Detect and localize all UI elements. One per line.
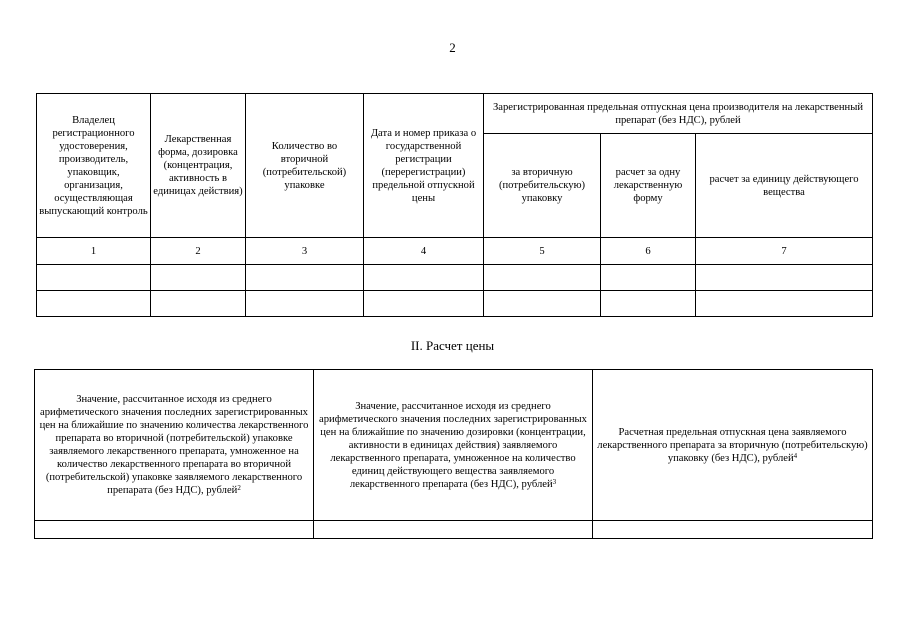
header-dosage-form: Лекарственная форма, дозировка (концентрация, активность в единицах действия) [151,94,246,238]
header-order-date: Дата и номер приказа о государственной регистрации (перерегистрации) предельной отпускной цены [364,94,484,238]
subheader-per-package: за вторичную (потребительскую) упаковку [484,134,601,238]
table-cell [696,265,873,291]
table-row [37,265,873,291]
table-cell [35,521,314,539]
footnote-ref: 2 [237,484,241,492]
header-quantity: Количество во вторичной (потребительской) упаковке [246,94,364,238]
subheader-per-unit: расчет за единицу действующего вещества [696,134,873,238]
table-cell [364,291,484,317]
column-number: 2 [151,238,246,265]
footnote-ref: 4 [793,451,798,460]
header-avg-by-quantity: Значение, рассчитанное исходя из среднего арифметического значения последних зарегистрированных цен на ближайшие по значению количества лекарственного препарата во вторичной (потребительской) упаковке заявляемого лекарственного препарата, умноженное на количество лекарственного препарата во вторичной (потребительской) упаковке заявляемого лекарственного препарата (без НДС), рублей$^2$ [35,370,314,521]
column-number: 1 [37,238,151,265]
table-cell [151,291,246,317]
table-cell [601,291,696,317]
table-cell [151,265,246,291]
table-cell [696,291,873,317]
footnote-ref: 3 [552,477,557,486]
header-owner: Владелец регистрационного удостоверения, производитель, упаковщик, организация, осуществляющая выпускающий контроль [37,94,151,238]
column-number: 7 [696,238,873,265]
table-cell [484,265,601,291]
page-number: 2 [449,40,456,55]
table-cell [37,291,151,317]
price-calculation-table [34,369,873,539]
table-cell [484,291,601,317]
column-number: 6 [601,238,696,265]
header-calculated-price: Расчетная предельная отпускная цена заявляемого лекарственного препарата за вторичную (потребительскую) упаковку (без НДС), рублей$^4$ [593,370,873,521]
table-cell [246,291,364,317]
header-avg-by-dosage: Значение, рассчитанное исходя из среднего арифметического значения последних зарегистрированных цен на ближайшие по значению дозировки (концентрации, активности в единицах действия) заявляемого лекарственного препарата, умноженное на количество единиц действующего вещества заявляемого лекарственного препарата (без НДС), рублей$^3$ [314,370,593,521]
column-number: 5 [484,238,601,265]
table-row [35,521,873,539]
subheader-per-form: расчет за одну лекарственную форму [601,134,696,238]
table-cell [601,265,696,291]
table-cell [37,265,151,291]
table-cell [246,265,364,291]
table-row [37,291,873,317]
table-cell [314,521,593,539]
header-registered-price: Зарегистрированная предельная отпускная цена производителя на лекарственный препарат (без НДС), рублей [484,94,873,134]
price-registration-table [36,93,873,317]
table-cell [364,265,484,291]
table-cell [593,521,873,539]
column-number: 3 [246,238,364,265]
column-number: 4 [364,238,484,265]
section-title: II. Расчет цены [410,338,495,353]
